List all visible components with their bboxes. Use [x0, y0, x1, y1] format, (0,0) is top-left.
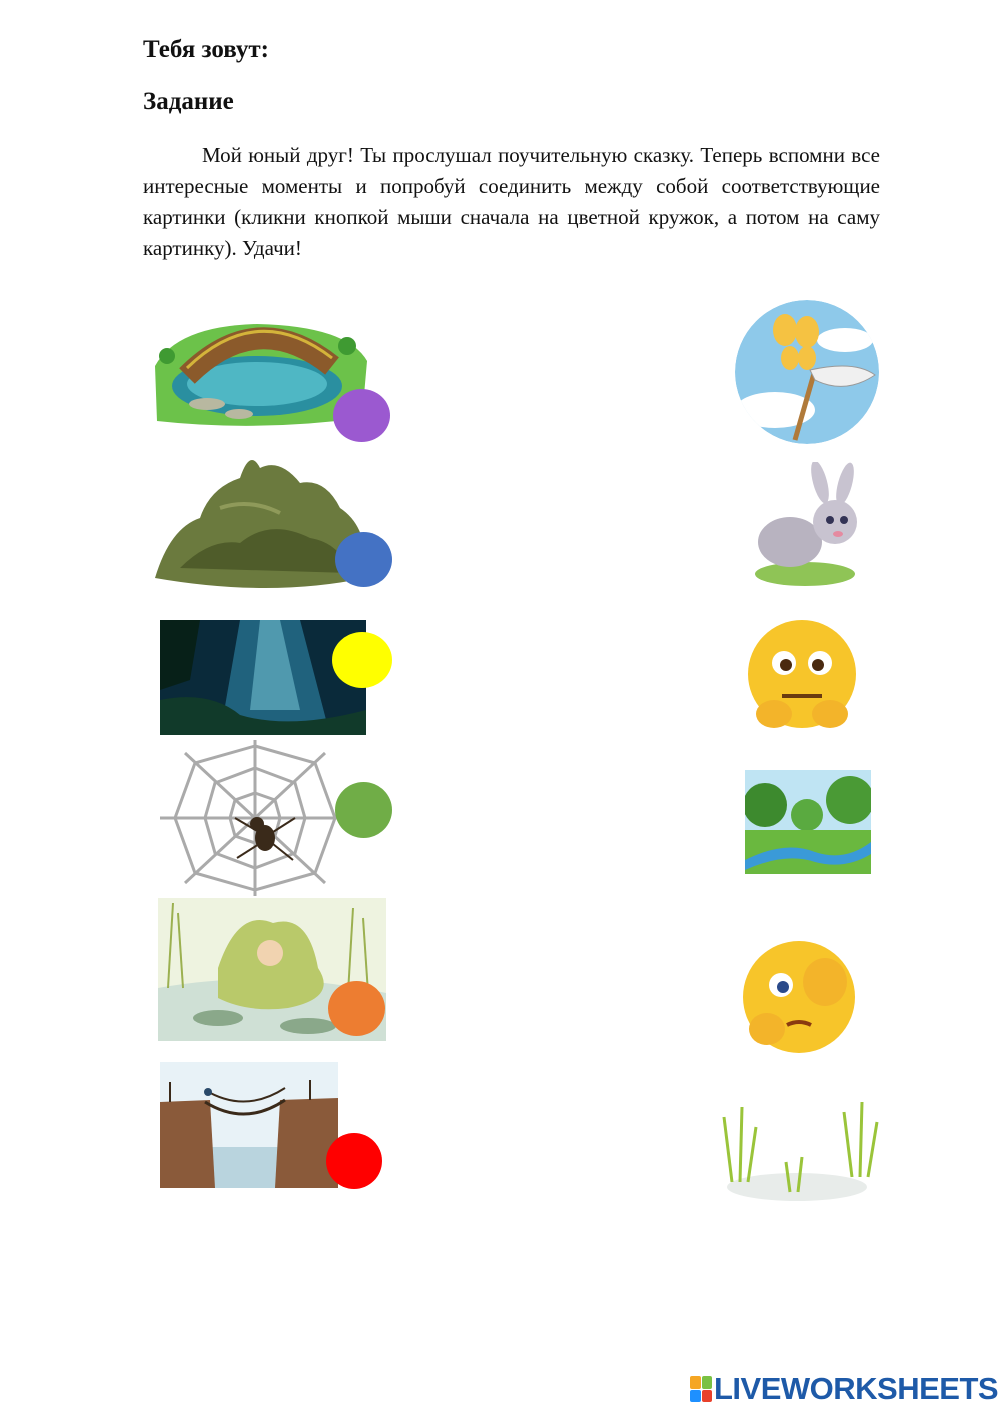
green-circle[interactable]: [335, 782, 392, 838]
scared-emoji-picture[interactable]: [744, 618, 860, 734]
purple-circle[interactable]: [333, 389, 390, 442]
orange-circle[interactable]: [328, 981, 385, 1036]
liveworksheets-logo-icon: [690, 1376, 712, 1402]
embarrassed-emoji-picture[interactable]: [737, 937, 861, 1059]
bunny-picture[interactable]: [750, 462, 868, 590]
underwater-cave-picture[interactable]: [160, 620, 366, 735]
yellow-circle[interactable]: [332, 632, 392, 688]
instructions-text: Мой юный друг! Ты прослушал поучительную сказку. Теперь вспомни все интересные моменты и попробуй соединить между собой соответствующие картинки (кликни кнопкой мыши сначала на цветной кружок, а потом на саму картинку). Удачи!: [143, 143, 880, 260]
liveworksheets-logo: [690, 1372, 998, 1406]
logo-text: LIVEWORKSHEETS: [714, 1371, 999, 1406]
task-title: Задание: [143, 88, 234, 115]
grass-clearing-picture[interactable]: [712, 1097, 882, 1215]
spider-web-picture[interactable]: [155, 738, 355, 898]
blue-circle[interactable]: [335, 532, 392, 587]
rope-bridge-cliff-picture[interactable]: [160, 1062, 338, 1188]
forest-stream-picture[interactable]: [745, 770, 871, 874]
butterfly-net-picture[interactable]: [735, 300, 879, 444]
red-circle[interactable]: [326, 1133, 382, 1189]
name-label: Тебя зовут:: [143, 36, 270, 63]
